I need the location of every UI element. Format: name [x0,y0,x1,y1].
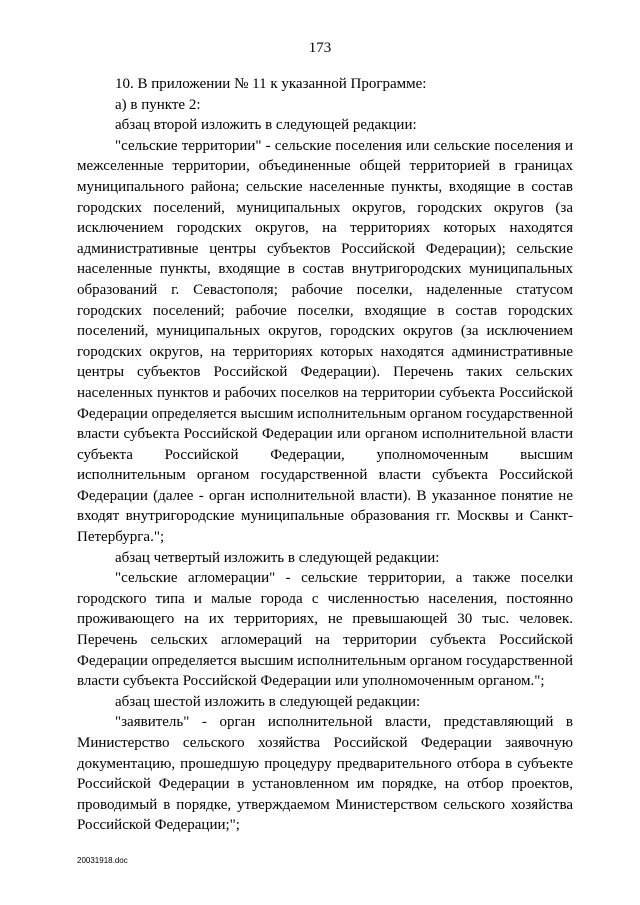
paragraph-definition-rural-territories: "сельские территории" - сельские поселения или сельские поселения и межселенные территории, объединенные общей территорией в границах муниципального района; сельские населенные пункты, входящие в состав городских поселений, муниципальных округов, городских округов (за исключением городских округов, на территориях которых находятся административные центры субъектов Российской Федерации); сельские населенные пункты, входящие в состав внутригородских муниципальных образований г. Севастополя; рабочие поселки, наделенные статусом городских поселений; рабочие поселки, входящие в состав городских поселений, муниципальных округов, городских округов (за исключением городских округов, на территориях которых находятся административные центры субъектов Российской Федерации). Перечень таких сельских населенных пунктов и рабочих поселков на территории субъекта Российской Федерации определяется высшим исполнительным органом государственной власти субъекта Российской Федерации или органом исполнительной власти субъекта Российской Федерации, уполномоченным высшим исполнительным органом государственной власти субъекта Российской Федерации (далее - орган исполнительной власти). В указанное понятие не входят внутригородские муниципальные образования гг. Москвы и Санкт-Петербурга."; [77,137,573,546]
paragraph-instruction: абзац четвертый изложить в следующей редакции: [115,549,440,566]
paragraph-instruction: абзац шестой изложить в следующей редакции: [115,693,421,710]
paragraph-definition-rural-agglomerations: "сельские агломерации" - сельские территории, а также поселки городского типа и малые города с численностью населения, постоянно проживающего на их территориях, не превышающей 30 тыс. человек. Перечень сельских агломераций на территории субъекта Российской Федерации определяется высшим исполнительным органом государственной власти субъекта Российской Федерации или уполномоченным органом."; [77,570,573,690]
page-number: 173 [308,40,332,56]
document-body [77,74,573,836]
paragraph-subitem: а) в пункте 2: [115,96,201,113]
paragraph-item-heading: 10. В приложении № 11 к указанной Программе: [115,76,427,92]
file-name-footer: 20031918.doc [77,856,128,865]
paragraph-definition-applicant: "заявитель" - орган исполнительной власти, представляющий в Министерство сельского хозяйства Российской Федерации заявочную документацию, прошедшую процедуру предварительного отбора в субъекте Российской Федерации в установленном им порядке, на отбор проектов, проводимый в порядке, утверждаемом Министерством сельского хозяйства Российской Федерации;"; [77,714,573,834]
paragraph-instruction: абзац второй изложить в следующей редакции: [115,117,417,134]
